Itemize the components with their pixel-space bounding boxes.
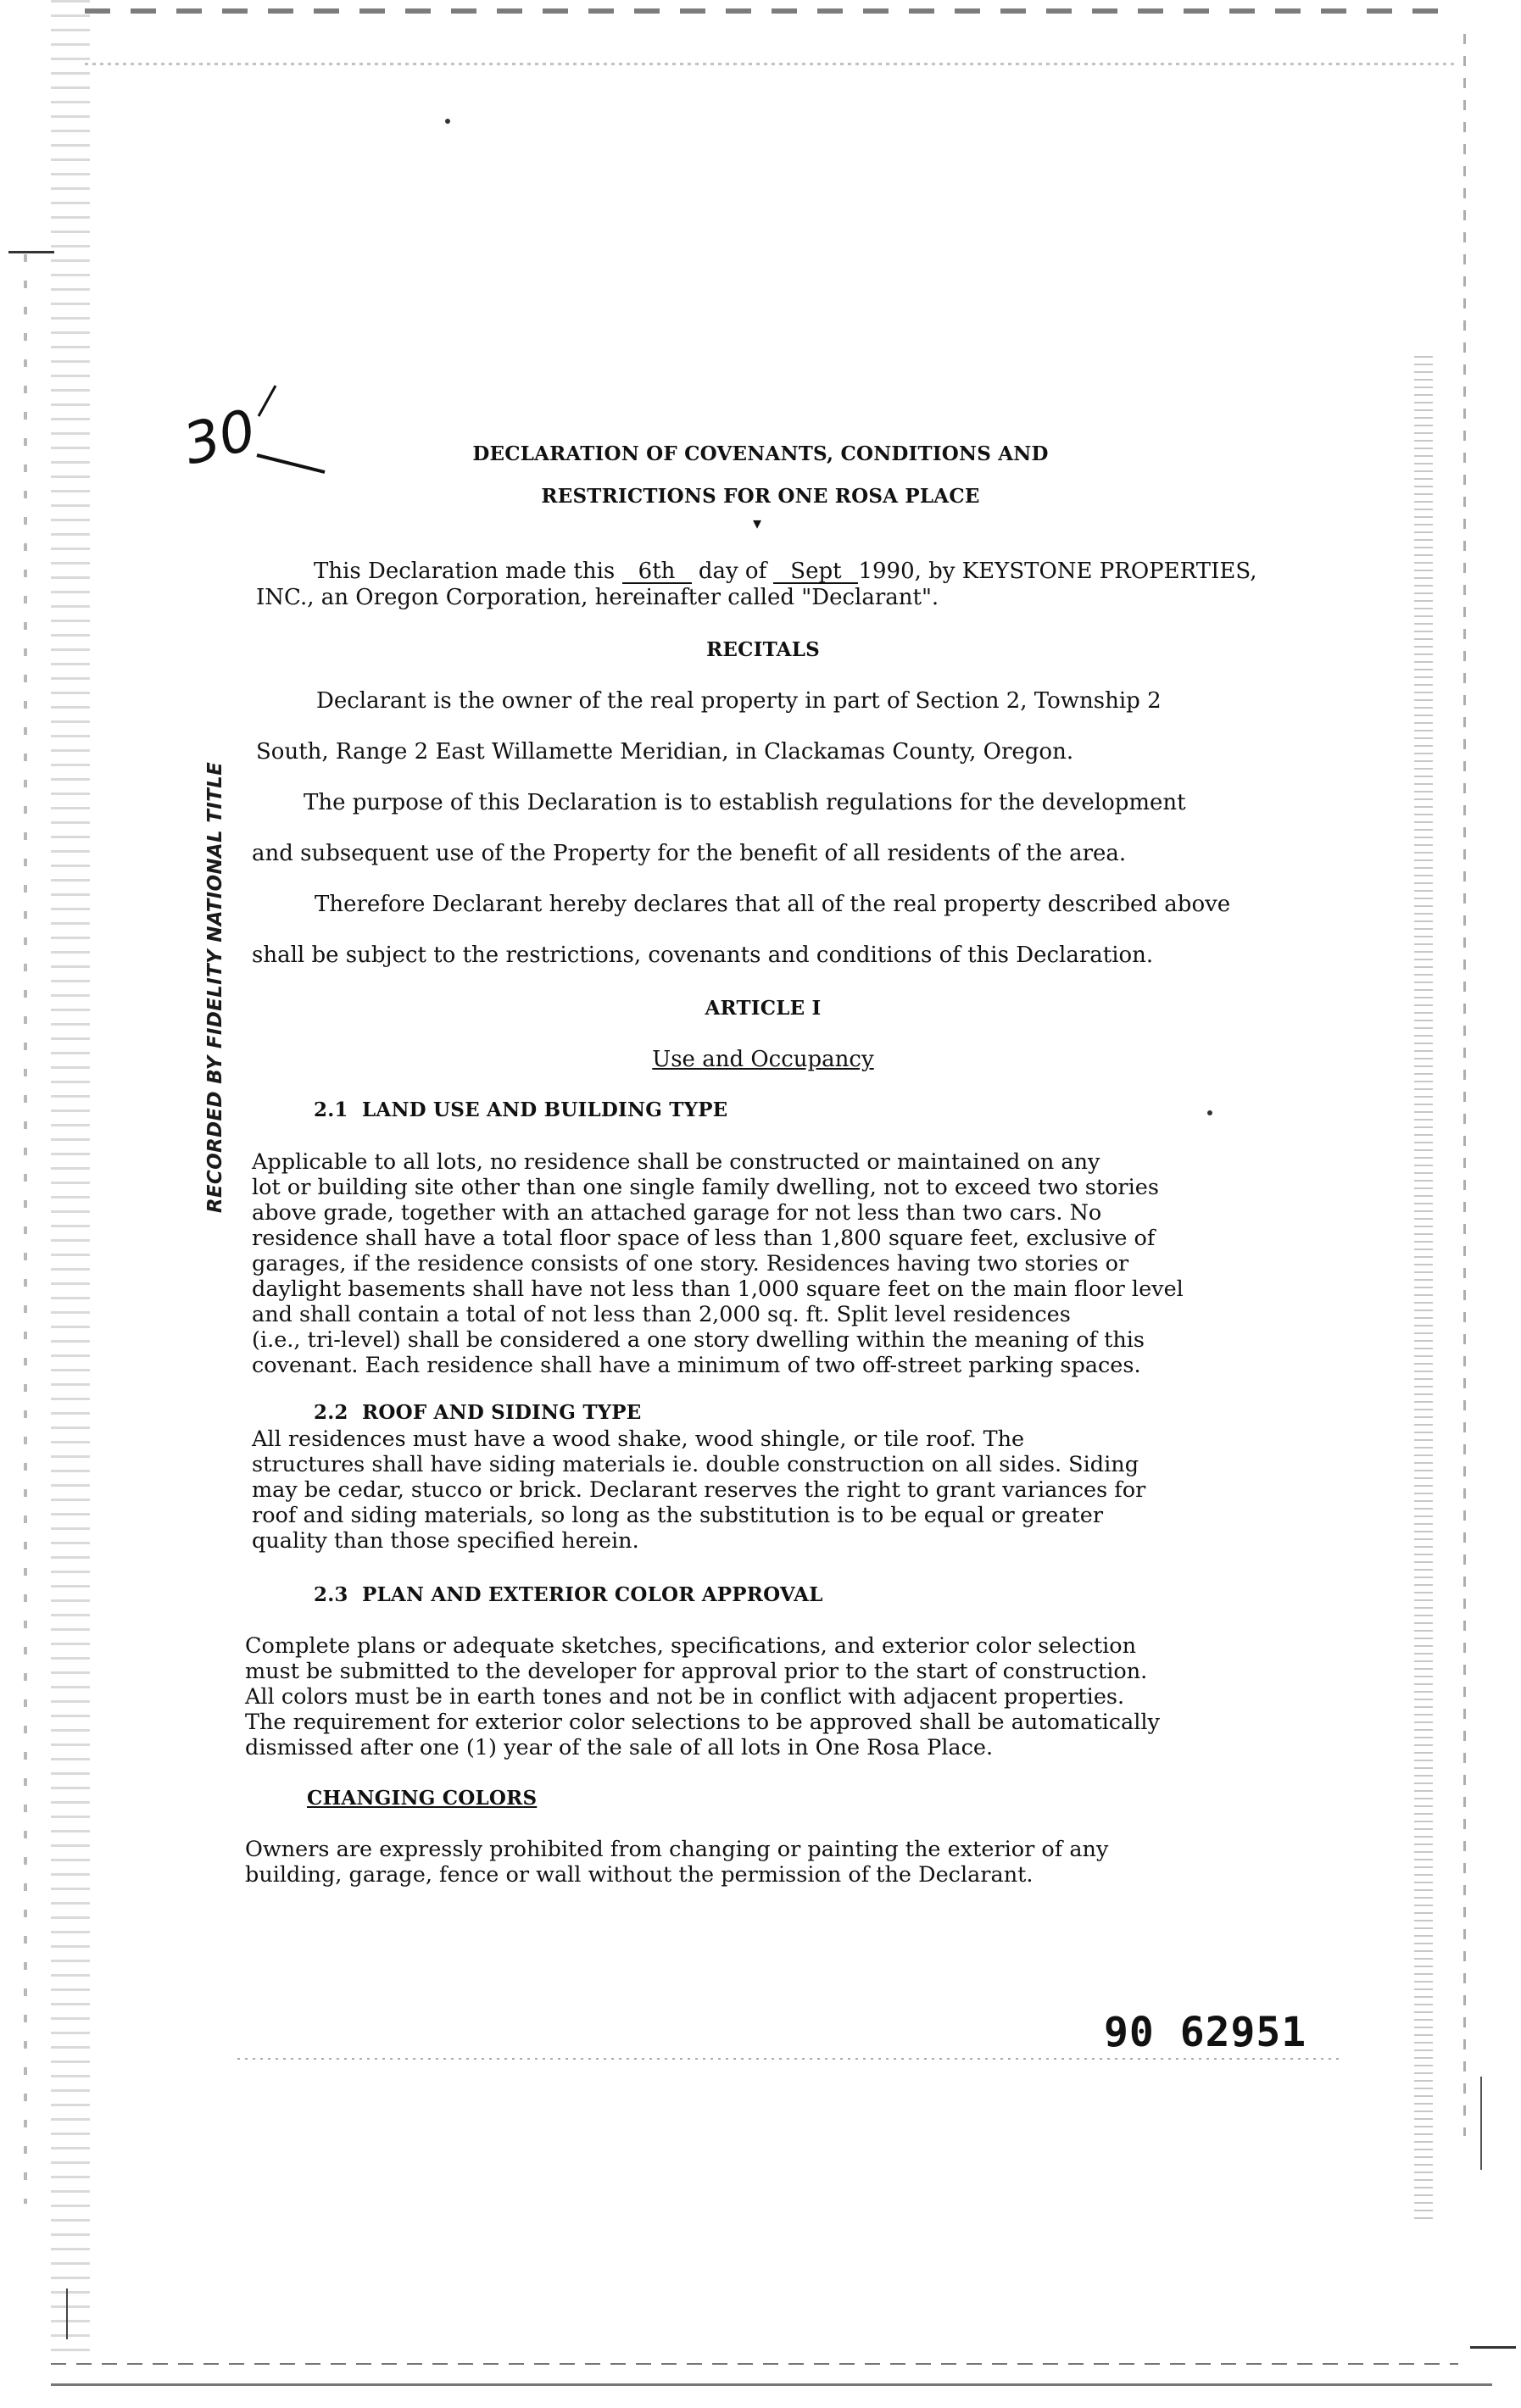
recitals-p3-line1: Therefore Declarant hereby declares that all of the real property described above [315, 892, 1231, 917]
scan-artifact-left [51, 0, 90, 2356]
recitals-p3-line2: shall be subject to the restrictions, covenants and conditions of this Declaration. [252, 943, 1154, 968]
section-2-1-heading: 2.1 LAND USE AND BUILDING TYPE [314, 1098, 728, 1121]
handwritten-note [174, 377, 343, 504]
scan-artifact-bottom-dash [51, 2363, 1458, 2365]
article-heading: ARTICLE I [705, 997, 822, 1020]
scan-artifact-left-dash [24, 254, 27, 2204]
recitals-p2-line1: The purpose of this Declaration is to establish regulations for the development [304, 790, 1186, 815]
intro-month-field: Sept [773, 560, 858, 584]
scan-artifact-top [85, 8, 1458, 14]
changing-colors-heading: CHANGING COLORS [307, 1787, 538, 1810]
intro-line1 [314, 559, 1257, 584]
section-2-1-body: Applicable to all lots, no residence shall be constructed or maintained on any lot or building site other than one single family dwelling, not to exceed two stories above grade, together with an attached garage for not less than two cars. No residence shall have a total floor space of less than 1,800 square feet, exclusive of garages, if the residence consists of one story. Residences having two stories or daylight basements shall have not less than 1,000 square feet on the main floor level and shall contain a total of not less than 2,000 sq. ft. Split level residences (i.e., tri-level) shall be considered a one story dwelling within the meaning of this covenant. Each residence shall have a minimum of two off-street parking spaces. [252, 1149, 1184, 1378]
recitals-p2-line2: and subsequent use of the Property for the benefit of all residents of the area. [252, 841, 1127, 866]
scan-artifact-bottom-dots [237, 2058, 1340, 2060]
scan-artifact-top-dots [85, 63, 1458, 65]
intro-text-2: day of [698, 559, 767, 584]
intro-text-1: This Declaration made this [314, 559, 616, 584]
scan-artifact-left-vline [66, 2288, 68, 2339]
document-title-line1: DECLARATION OF COVENANTS, CONDITIONS AND [472, 442, 1049, 465]
scan-artifact-right-vline [1480, 2077, 1482, 2170]
document-title-line2: RESTRICTIONS FOR ONE ROSA PLACE [541, 485, 980, 508]
recitals-p1-line1: Declarant is the owner of the real property in part of Section 2, Township 2 [316, 688, 1162, 714]
scan-speck [445, 119, 450, 124]
section-2-3-heading: 2.3 PLAN AND EXTERIOR COLOR APPROVAL [314, 1583, 823, 1606]
scan-artifact-tick-right [1470, 2346, 1516, 2349]
document-number: 90 62951 [1104, 2009, 1307, 2056]
title-mark: ▾ [753, 513, 762, 533]
recitals-p1-line2: South, Range 2 East Willamette Meridian, in Clackamas County, Oregon. [256, 739, 1074, 765]
intro-text-3: 1990, by KEYSTONE PROPERTIES, [858, 559, 1257, 584]
changing-colors-body: Owners are expressly prohibited from changing or painting the exterior of any building, garage, fence or wall without the permission of the Declarant. [245, 1837, 1109, 1888]
handwritten-note-text: 30 [176, 397, 263, 478]
section-2-3-body: Complete plans or adequate sketches, specifications, and exterior color selection must be submitted to the developer for approval prior to the start of construction. All colors must be in earth tones and not be in conflict with adjacent properties. The requirement for exterior color selections to be approved shall be automatically dismissed after one (1) year of the sale of all lots in One Rosa Place. [245, 1633, 1160, 1760]
recitals-heading: RECITALS [706, 638, 820, 661]
scan-speck [1207, 1110, 1212, 1115]
scan-artifact-tick-left [8, 251, 54, 253]
intro-day-field: 6th [622, 560, 692, 584]
scan-artifact-right-line [1463, 34, 1466, 2136]
scan-artifact-right [1414, 356, 1433, 2221]
stamp-text: RECORDED BY FIDELITY NATIONAL TITLE [204, 761, 226, 1214]
intro-line2: INC., an Oregon Corporation, hereinafter called "Declarant". [256, 585, 939, 610]
article-subheading: Use and Occupancy [652, 1047, 874, 1072]
section-2-2-body: All residences must have a wood shake, wood shingle, or tile roof. The structures shall have siding materials ie. double construction on all sides. Siding may be cedar, stucco or brick. Declarant reserves the right to grant variances for roof and siding materials, so long as the substitution is to be equal or greater quality than those specified herein. [252, 1426, 1146, 1554]
scan-artifact-bottom-line [51, 2383, 1492, 2386]
section-2-2-heading: 2.2 ROOF AND SIDING TYPE [314, 1401, 642, 1424]
